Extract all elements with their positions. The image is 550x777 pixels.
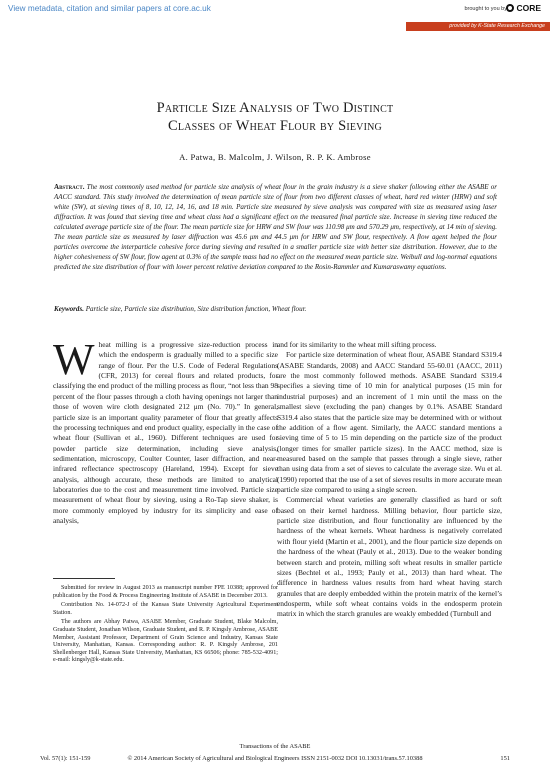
- provider-banner[interactable]: provided by K-State Research Exchange: [406, 22, 550, 31]
- keywords-label: Keywords.: [54, 305, 84, 313]
- footnote: [53, 585, 278, 667]
- body-column-right: [277, 340, 502, 620]
- volume-info: Vol. 57(1): 151-159: [40, 755, 91, 762]
- footnote-submission: Submitted for review in August 2013 as manuscript number FPE 10388; approved for publication by the Food & Process Engineering Institute of ASABE in December 2013.: [53, 585, 278, 599]
- footnote-divider: [53, 578, 115, 579]
- intro-text: heat milling is a progressive size-reduction process in which the endosperm is gradually milled to a specific size range of flour. Per the U.S. Code of Federal Regulations (CFR, 2013) for cereal flours and related products, for classifying the end product of the milling process as flour, “not less than 98 percent of the flour passes through a cloth having openings not larger than those of woven wire cloth designated 212 μm (No. 70).” In general, particle size is an important quality parameter of flour that greatly affects the processing techniques and end product quality, especially in the case of wheat flour (Sullivan et al., 1960). Different techniques are used for powder particle size determination, including sieve analysis, sedimentation, microscopy, Coulter Counter, laser diffraction, and near-infrared reflectance spectroscopy (Hareland, 1994). Except for sieve analysis, although accurate, these methods are limited to analytical laboratories due to the cost and measurement time involved. Particle size measurement of wheat flour by sieving, using a Ro-Tap sieve shaker, is more commonly employed by industry for its simplicity and ease of analysis,: [53, 340, 278, 526]
- paper-title: [40, 99, 510, 135]
- brought-by-label: brought to you by: [464, 6, 507, 12]
- core-header-bar: [0, 0, 550, 21]
- hardness-paragraph: Commercial wheat varieties are generally classified as hard or soft based on their kernel hardness. Milling behavior, flour particle size, particle size distribution, and flour functionality are influenced by the hardness of the wheat kernels. Wheat hardness is negatively correlated with flour yield (Martin et al., 2001), and the flour particle size depends on the hardness of the wheat (Pauly et al., 2013). Due to the weaker bonding between starch and protein, milling soft wheat results in smaller particle sizes (Bechtel et al., 1993; Pauly et al., 2013) than hard wheat. The difference in hardness values results from hard wheat having starch granules that are deeply embedded within the protein matrix of the kernel’s endosperm, while soft wheat contains voids in the endosperm protein matrix in which the starch granules are weakly embedded (Turnbull and: [277, 495, 502, 619]
- footnote-contribution: Contribution No. 14-072-J of the Kansas State University Agricultural Experiment Station.: [53, 602, 278, 616]
- abstract-text: The most commonly used method for particle size analysis of wheat flour in the grain industry is a sieve shaker following either the ASABE or AACC standard. This study involved the determination of mean particle size of flour from two different classes of wheat, hard red winter (HRW) and soft white (SW), at sieving times of 8, 10, 12, 14, 16, and 18 min. Particle size measured by sieve analysis was compared with size as measured using laser diffraction. It was found that sieving time and wheat class had a significant effect on the measured final particle size. Increase in sieving time reduced the calculated average particle size of the flour. The mean particle size for HRW and SW flour was 110.98 μm and 570.29 μm, respectively, at 14 min of sieving. The mean particle size as measured by laser diffraction was 45.6 μm and 44.5 μm for HRW and SW flour, respectively. A flow agent helped the flour particles overcome the interparticle cohesive force during sieving and resulted in a smaller particle size with better size distribution. However, due to the higher cohesiveness of SW flour, flow agent at 0.3% of the sample mass had no effect on the measured mean particle size. Weibull and log-normal equations predicted the size distribution of flour with lower percent relative deviation compared to the Rosin-Rammler and Kumaraswamy equations.: [54, 183, 497, 271]
- title-line-1: Particle Size Analysis of Two Distinct: [156, 100, 394, 116]
- standards-paragraph: For particle size determination of wheat flour, ASABE Standard S319.4 (ASABE Standards, 2008) and AACC Standard 55-60.01 (AACC, 2011) are the most commonly followed methods. ASABE Standard S319.4 specifies a sieving time of 10 min for analytical purposes (15 min for industrial purposes) and an increment of 1 min until the mass on the smallest sieve (excluding the pan) changes by 0.1%. ASABE Standard S319.4 also states that the particle size may be determined with or without the addition of a flow agent. Similarly, the AACC standard mentions a sieving time of 5 to 15 min depending on the particle size of the product (longer times for smaller particle sizes). In the AACC method, size is measured based on the sample that passes through a single sieve, rather than using data from a set of sieves to calculate the average size. Wu et al. (1990) reported that the use of a set of sieves results in more accurate mean particle size compared to using a single screen.: [277, 350, 502, 495]
- core-metadata-link[interactable]: View metadata, citation and similar papers at core.ac.uk: [8, 4, 211, 13]
- author-list: A. Patwa, B. Malcolm, J. Wilson, R. P. K. Ambrose: [179, 152, 371, 162]
- right-continuation: and for its similarity to the wheat mill sifting process.: [277, 340, 437, 349]
- keywords-text: Particle size, Particle size distribution, Size distribution function, Wheat flour.: [83, 305, 307, 313]
- core-ring-icon: [506, 4, 514, 12]
- copyright-info: © 2014 American Society of Agricultural and Biological Engineers ISSN 2151-0032 DOI 10.13031/trans.57.10388: [127, 755, 423, 762]
- core-logo[interactable]: [506, 3, 541, 13]
- title-line-2: Classes of Wheat Flour by Sieving: [168, 118, 382, 134]
- core-logo-text: CORE: [516, 3, 541, 13]
- page-number: 151: [500, 755, 510, 762]
- drop-cap: W: [53, 335, 95, 384]
- abstract: [54, 183, 497, 273]
- footnote-authors: The authors are Abhay Patwa, ASABE Member, Graduate Student, Blake Malcolm, Graduate Student, Jonathan Wilson, Graduate Student, and R. P. Kingsly Ambrose, ASABE Member, Assistant Professor, Department of Grain Science and Industry, Kansas State University, Manhattan, Kansas. Corresponding author: R. P. Kingsly Ambrose, 201 Shellenberger Hall, Kansas State University, Manhattan, KS 66506; phone: 785-532-4091; e-mail: kingsly@k-state.edu.: [53, 619, 278, 664]
- journal-name: Transactions of the ASABE: [239, 743, 311, 750]
- body-column-left: [53, 335, 278, 526]
- abstract-label: Abstract.: [54, 183, 85, 191]
- intro-paragraph: [53, 335, 278, 526]
- keywords: [54, 305, 497, 313]
